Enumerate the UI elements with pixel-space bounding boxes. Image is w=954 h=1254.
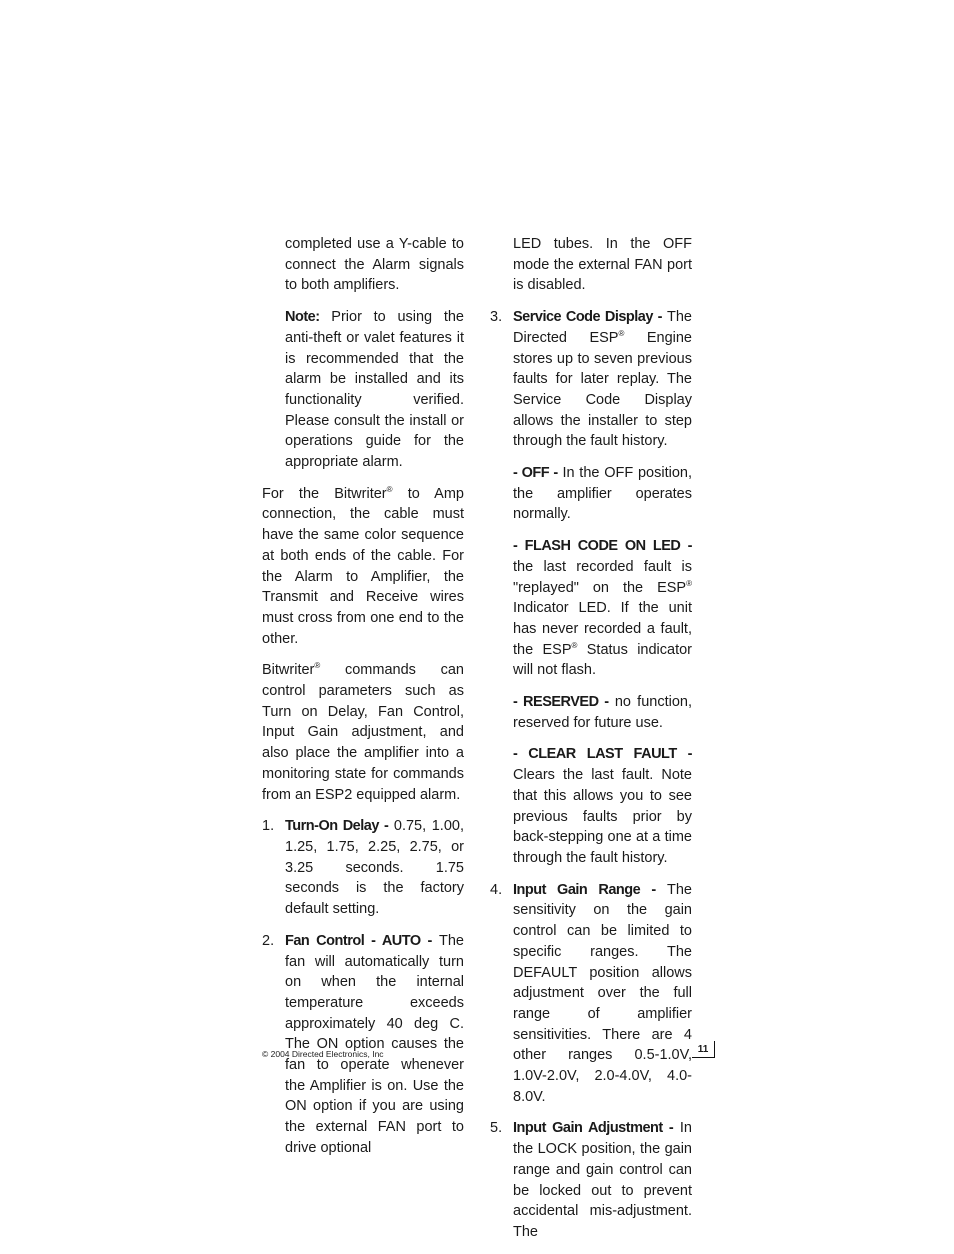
list-number: 1. [262, 818, 275, 835]
item-label: Fan Control - AUTO - [285, 932, 432, 949]
paragraph-bitwriter-commands [262, 660, 464, 805]
item-text: The sensitivity on the gain control can be limited to specific ranges. The DEFAULT position allows adjustment over the full range of amplifier sensitivities. There are 4 other ranges 0.5-1.0V, 1.0V-2.0V, 2.0-4.0V, 4.0-8.0V. [513, 881, 692, 1105]
note-paragraph [285, 307, 464, 473]
item-label: Input Gain Adjustment - [513, 1120, 674, 1137]
registered-mark: ® [571, 640, 578, 650]
note-label: Note: [285, 309, 320, 326]
option-label: - FLASH CODE ON LED - [513, 538, 692, 555]
page-number: 11 [692, 1041, 715, 1058]
paragraph-bitwriter-connection [262, 484, 464, 650]
list-number: 2. [262, 932, 275, 949]
text: Status indicator will not flash. [513, 641, 692, 679]
text: commands can control parameters such as Turn on Delay, Fan Control, Input Gain adjustment, and also place the amplifier into a monitoring state for commands from an ESP2 equipped alarm. [262, 662, 464, 803]
list-item-service-code [490, 307, 692, 452]
list-item-turn-on-delay [262, 816, 464, 920]
item-text: 0.75, 1.00, 1.25, 1.75, 2.25, 2.75, or 3.25 seconds. 1.75 seconds is the factory default setting. [285, 818, 464, 918]
left-column [262, 234, 464, 1170]
option-clear-last-fault [513, 744, 692, 868]
option-text: no function, reserved for future use. [513, 694, 692, 731]
note-text: Prior to using the anti-theft or valet features it is recommended that the alarm be installed and its functionality verified. Please consult the install or operations guide for the appropriate alarm. [285, 309, 464, 471]
item-text: In the LOCK position, the gain range and gain control can be locked out to prevent accidental mis-adjustment. The [513, 1120, 692, 1240]
list-number: 4. [490, 881, 503, 898]
item-label: Input Gain Range - [513, 881, 656, 898]
option-text: In the OFF position, the amplifier operates normally. [513, 465, 692, 523]
paragraph-led-tubes: LED tubes. In the OFF mode the external FAN port is disabled. [513, 236, 692, 294]
right-column [490, 234, 692, 1254]
list-item-input-gain-adjustment [490, 1118, 692, 1242]
registered-mark: ® [314, 661, 321, 671]
text: For the Bitwriter [262, 485, 387, 502]
item-label: Service Code Display - [513, 309, 663, 326]
list-item-fan-control [262, 931, 464, 1159]
item-label: Turn-On Delay - [285, 818, 389, 835]
registered-mark: ® [386, 484, 393, 494]
text: the last recorded fault is "replayed" on the ESP [513, 558, 692, 596]
option-label: - OFF - [513, 465, 558, 482]
text: Engine stores up to seven previous faults for later replay. The Service Code Display allows the installer to step through the fault history. [513, 329, 692, 450]
registered-mark: ® [618, 328, 625, 338]
option-reserved [513, 692, 692, 733]
list-number: 5. [490, 1120, 503, 1137]
paragraph-y-cable: completed use a Y-cable to connect the Alarm signals to both amplifiers. [285, 236, 464, 294]
text: to Amp connection, the cable must have the same color sequence at both ends of the cable. For the Alarm to Amplifier, the Transmit and Receive wires must cross from one end to the other. [262, 485, 464, 647]
registered-mark: ® [686, 578, 692, 588]
text: The Directed ESP [513, 309, 692, 346]
option-text: Clears the last fault. Note that this allows you to see previous faults prior by back-stepping one at a time through the fault history. [513, 767, 692, 866]
text: Indicator LED. If the unit has never recorded a fault, the ESP [513, 600, 692, 658]
option-label: - RESERVED - [513, 694, 609, 711]
text: Bitwriter [262, 662, 315, 679]
list-number: 3. [490, 309, 503, 326]
option-flash-code [513, 536, 692, 681]
copyright-footer: © 2004 Directed Electronics, Inc [262, 1049, 384, 1059]
item-text: The fan will automatically turn on when the internal temperature exceeds approximately 40 deg C. The ON option causes the fan to operate whenever the Amplifier is on. Use the ON option if you are using the external FAN port to drive optional [285, 932, 464, 1156]
option-label: - CLEAR LAST FAULT - [513, 746, 692, 763]
list-item-input-gain-range [490, 880, 692, 1108]
option-off [513, 463, 692, 525]
